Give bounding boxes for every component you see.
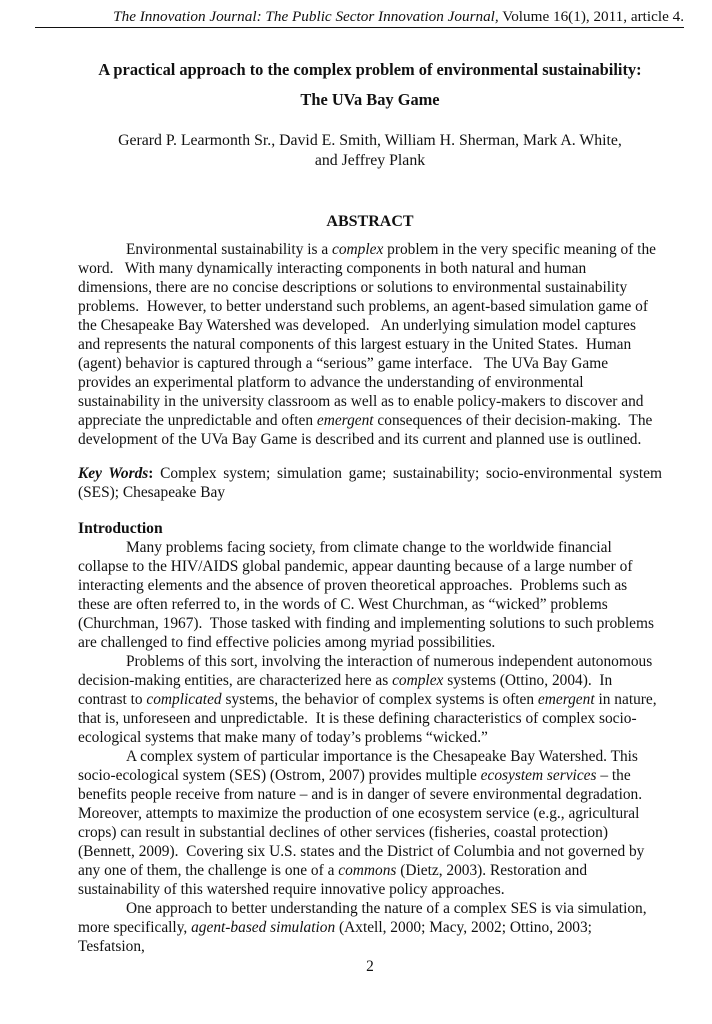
paper-title-line1: A practical approach to the complex problem of environmental sustainability: xyxy=(98,60,642,79)
introduction-paragraph-2: Problems of this sort, involving the interaction of numerous independent autonomous decision-making entities, are characterized here as complex systems (Ottino, 2004). In contrast to complicated systems, the behavior of complex systems is often emergent in nature, that is, unforeseen and unpredictable. It is these defining characteristics of complex socio-ecological systems that make many of today’s problems “wicked.” xyxy=(78,653,661,746)
journal-header xyxy=(35,8,684,28)
journal-issue-text: Volume 16(1), 2011, article 4. xyxy=(498,8,684,25)
author-list xyxy=(78,131,662,171)
keywords-paragraph: Key Words: Complex system; simulation game; sustainability; socio-environmental system (SES); Chesapeake Bay xyxy=(78,465,662,501)
introduction-heading: Introduction xyxy=(78,520,163,537)
journal-title-text: The Innovation Journal: The Public Sector Innovation Journal, xyxy=(113,8,499,25)
abstract-paragraph: Environmental sustainability is a complex problem in the very specific meaning of the word. With many dynamically interacting components in both natural and human dimensions, there are no concise descriptions or solutions to environmental sustainability problems. However, to better understand such problems, an agent-based simulation game of the Chesapeake Bay Watershed was developed. An underlying simulation model captures and represents the natural components of this largest estuary in the United States. Human (agent) behavior is captured through a “serious” game interface. The UVa Bay Game provides an experimental platform to advance the understanding of environmental sustainability in the university classroom as well as to enable policy-makers to discover and appreciate the unpredictable and often emergent consequences of their decision-making. The development of the UVa Bay Game is described and its current and planned use is outlined. xyxy=(78,241,660,448)
introduction-paragraph-1: Many problems facing society, from climate change to the worldwide financial collapse to the HIV/AIDS global pandemic, appear daunting because of a large number of interacting elements and the absence of proven theoretical approaches. Problems such as these are often referred to, in the words of C. West Churchman, as “wicked” problems (Churchman, 1967). Those tasked with finding and implementing solutions to such problems are challenged to find effective policies among myriad possibilities. xyxy=(78,539,658,651)
author-line2: and Jeffrey Plank xyxy=(314,152,426,169)
introduction-paragraph-3: A complex system of particular importance is the Chesapeake Bay Watershed. This socio-ecological system (SES) (Ostrom, 2007) provides multiple ecosystem services – the benefits people receive from nature – and is in danger of severe environmental degradation. Moreover, attempts to maximize the production of one ecosystem service (e.g., agricultural crops) can result in substantial declines of other services (fisheries, coastal protection) (Bennett, 2009). Covering six U.S. states and the District of Columbia and not governed by any one of them, the challenge is one of a commons (Dietz, 2003). Restoration and sustainability of this watershed require innovative policy approaches. xyxy=(78,748,649,898)
author-line1: Gerard P. Learmonth Sr., David E. Smith, William H. Sherman, Mark A. White, xyxy=(118,132,622,149)
paper-title-line2: The UVa Bay Game xyxy=(300,90,440,109)
introduction-paragraph-4: One approach to better understanding the nature of a complex SES is via simulation, more specifically, agent-based simulation (Axtell, 2000; Macy, 2002; Ottino, 2003; Tesfatsion, xyxy=(78,900,651,955)
page-number: 2 xyxy=(366,958,374,975)
abstract-heading: ABSTRACT xyxy=(326,213,414,230)
paper-title xyxy=(78,55,662,115)
